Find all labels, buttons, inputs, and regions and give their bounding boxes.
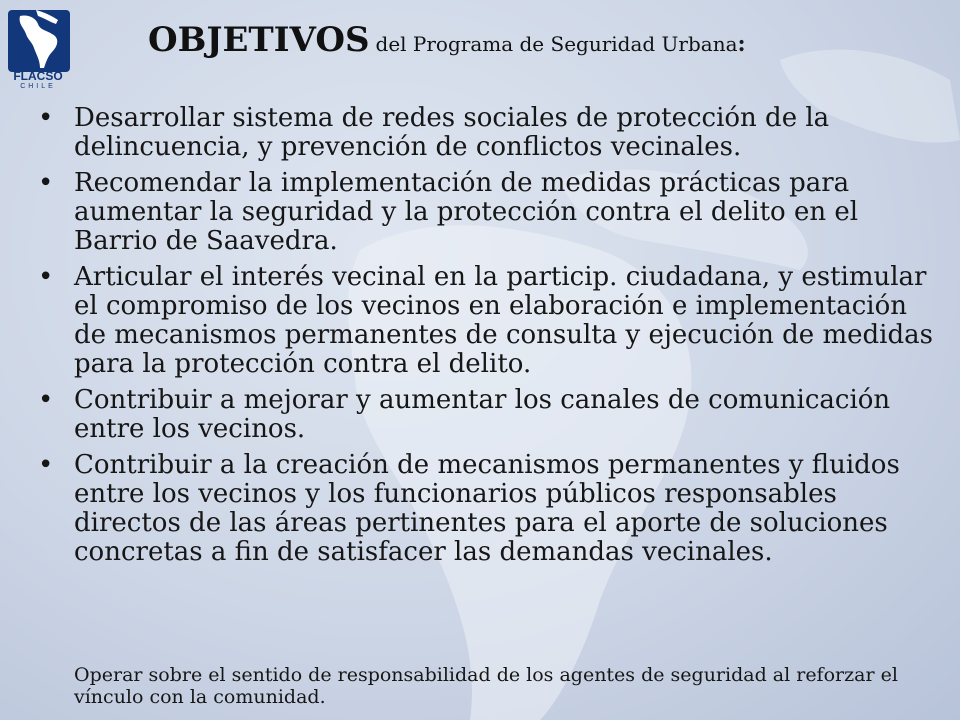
title-colon: :: [737, 31, 746, 57]
objective-item: • Desarrollar sistema de redes sociales de protección de la delincuencia, y prevención de conflictos vecinales.: [34, 104, 934, 162]
title-main: OBJETIVOS: [148, 20, 370, 60]
objective-item: • Articular el interés vecinal en la particip. ciudadana, y estimular el compromiso de los vecinos en elaboración e implementación de mecanismos permanentes de consulta y ejecución de medidas para la protección contra el delito.: [34, 263, 934, 379]
objective-item: • Contribuir a la creación de mecanismos permanentes y fluidos entre los vecinos y los funcionarios públicos responsables directos de las áreas pertinentes para el aporte de soluciones concretas a fin de satisfacer las demandas vecinales.: [34, 451, 934, 567]
objective-item: • Recomendar la implementación de medidas prácticas para aumentar la seguridad y la protección contra el delito en el Barrio de Saavedra.: [34, 169, 934, 256]
objective-note: Operar sobre el sentido de responsabilidad de los agentes de seguridad al reforzar el vínculo con la comunidad.: [74, 664, 898, 708]
logo-name: FLACSO: [13, 69, 63, 83]
logo-subtitle: CHILE: [20, 83, 56, 90]
objective-item: • Contribuir a mejorar y aumentar los canales de comunicación entre los vecinos.: [34, 386, 934, 444]
objectives-list: [34, 104, 934, 574]
page-title: [148, 20, 746, 60]
title-subtitle: del Programa de Seguridad Urbana: [375, 32, 738, 56]
